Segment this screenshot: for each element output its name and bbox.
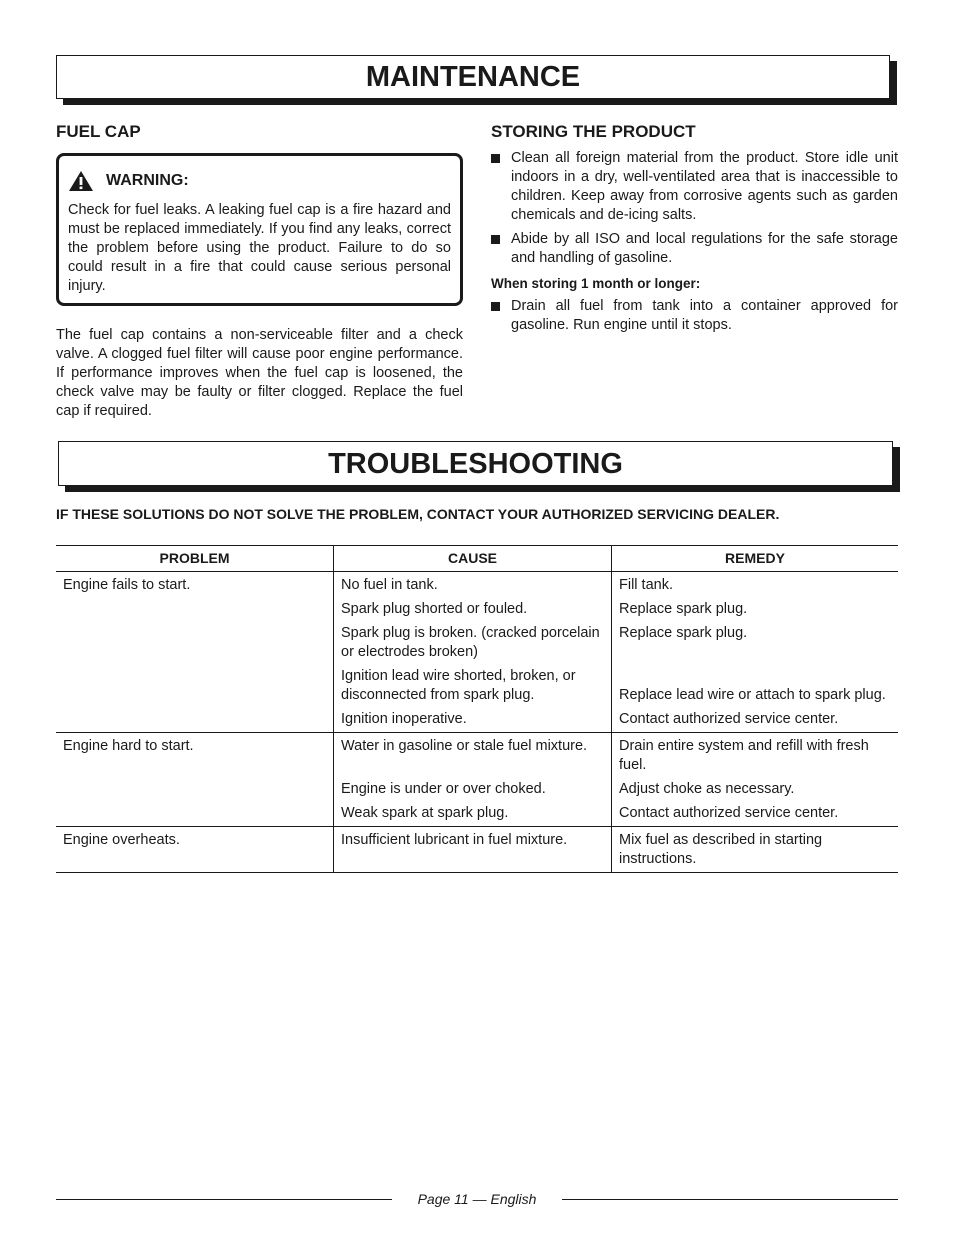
column-header-remedy: REMEDY — [612, 546, 899, 572]
page-footer — [56, 1188, 898, 1210]
problem-cell: Engine hard to start. — [56, 733, 334, 827]
footer-rule-left — [56, 1199, 392, 1200]
remedy-cell: Adjust choke as necessary. — [612, 778, 899, 802]
table-row — [56, 733, 898, 779]
storing-section — [491, 122, 898, 340]
table-row — [56, 827, 898, 873]
cause-cell: Weak spark at spark plug. — [334, 802, 612, 827]
remedy-cell: Replace spark plug. — [612, 598, 899, 622]
maintenance-banner: MAINTENANCE — [56, 55, 890, 99]
cause-cell: Spark plug is broken. (cracked porcelain or electrodes broken) — [334, 622, 612, 665]
warning-text: Check for fuel leaks. A leaking fuel cap is a fire hazard and must be replaced immediately. If you find any leaks, correct the problem before using the product. Failure to do so could result in a fire that could cause serious personal injury. — [68, 202, 451, 294]
troubleshooting-table — [56, 545, 898, 873]
table-row — [56, 572, 898, 599]
remedy-cell: Fill tank. — [612, 572, 899, 599]
remedy-cell: Replace spark plug. — [612, 622, 899, 665]
problem-cell: Engine overheats. — [56, 827, 334, 873]
cause-cell: Engine is under or over choked. — [334, 778, 612, 802]
cause-cell: Water in gasoline or stale fuel mixture. — [334, 733, 612, 779]
cause-cell: No fuel in tank. — [334, 572, 612, 599]
list-item: Drain all fuel from tank into a container approved for gasoline. Run engine until it stops. — [491, 297, 898, 335]
storing-heading: STORING THE PRODUCT — [491, 122, 696, 141]
fuel-cap-section — [56, 122, 463, 421]
remedy-cell: Drain entire system and refill with fresh fuel. — [612, 733, 899, 779]
troubleshooting-banner: TROUBLESHOOTING — [58, 441, 893, 486]
square-bullet-icon — [491, 235, 500, 244]
footer-rule-right — [562, 1199, 898, 1200]
problem-cell: Engine fails to start. — [56, 572, 334, 733]
square-bullet-icon — [491, 302, 500, 311]
cause-cell: Ignition inoperative. — [334, 708, 612, 733]
remedy-cell: Contact authorized service center. — [612, 708, 899, 733]
fuel-cap-heading: FUEL CAP — [56, 122, 141, 141]
long-term-storage-subheading: When storing 1 month or longer: — [491, 276, 701, 291]
warning-box — [56, 153, 463, 306]
column-header-problem: PROBLEM — [56, 546, 334, 572]
table-header-row — [56, 546, 898, 572]
square-bullet-icon — [491, 154, 500, 163]
cause-cell: Ignition lead wire shorted, broken, or disconnected from spark plug. — [334, 665, 612, 708]
fuel-cap-description: The fuel cap contains a non-serviceable filter and a check valve. A clogged fuel filter will cause poor engine performance. If performance improves when the fuel cap is loosened, the check valve may be faulty or filter clogged. Replace the fuel cap if required. — [56, 327, 463, 419]
remedy-cell: Mix fuel as described in starting instructions. — [612, 827, 899, 873]
cause-cell: Spark plug shorted or fouled. — [334, 598, 612, 622]
remedy-cell: Replace lead wire or attach to spark plug. — [612, 665, 899, 708]
list-item: Clean all foreign material from the product. Store idle unit indoors in a dry, well-ventilated area that is inaccessible to children. Keep away from corrosive agents such as garden chemicals and de-icing salts. — [491, 149, 898, 225]
warning-title: WARNING: — [106, 172, 189, 189]
warning-triangle-icon — [68, 170, 94, 192]
page-number: Page 11 — English — [417, 1191, 537, 1207]
dealer-notice: IF THESE SOLUTIONS DO NOT SOLVE THE PROBLEM, CONTACT YOUR AUTHORIZED SERVICING DEALER. — [56, 506, 780, 522]
cause-cell: Insufficient lubricant in fuel mixture. — [334, 827, 612, 873]
list-item: Abide by all ISO and local regulations for the safe storage and handling of gasoline. — [491, 230, 898, 268]
remedy-cell: Contact authorized service center. — [612, 802, 899, 827]
column-header-cause: CAUSE — [334, 546, 612, 572]
